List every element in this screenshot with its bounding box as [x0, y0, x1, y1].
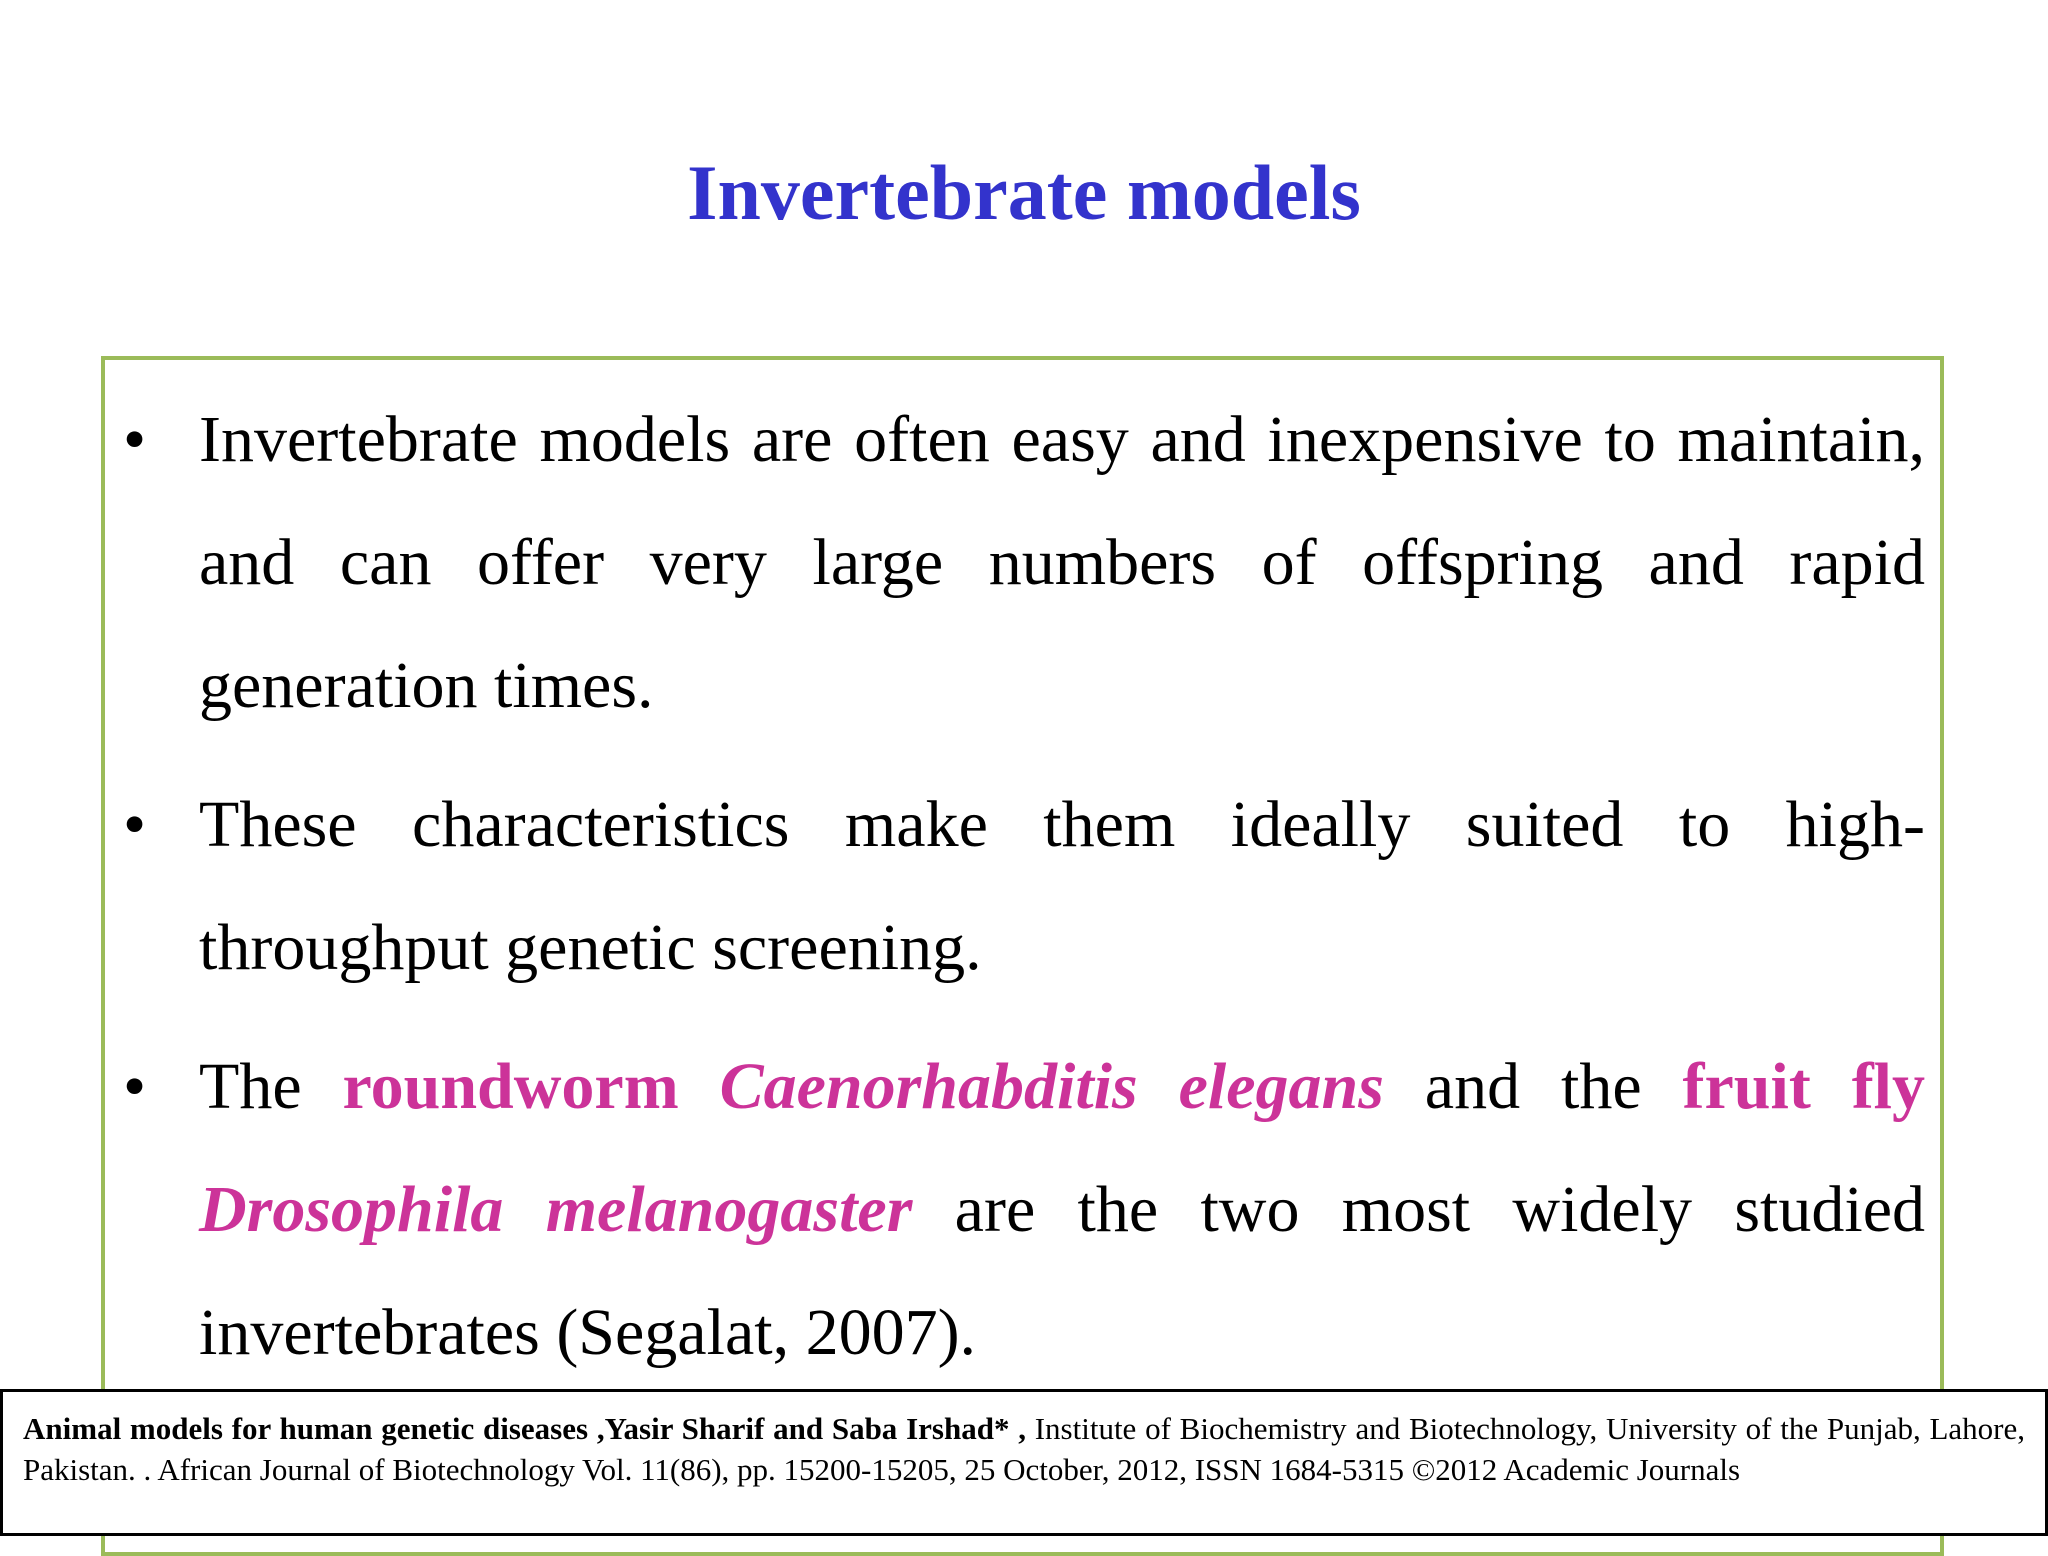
- text-segment: and the: [1383, 1050, 1683, 1123]
- citation-text: Institute of Biochemistry and Biotechnology, University of the Punjab, Lahore, Pakistan. . African Journal of Biotechnology Vol. 11(86), pp. 15200-15205, 25 October, 2012, ISSN 1684-5315 ©2012 Academic Journals: [23, 1411, 2025, 1487]
- bullet-marker: •: [123, 403, 147, 476]
- slide-title: Invertebrate models: [687, 149, 1361, 236]
- bullet-text-2: These characteristics make them ideally suited to high-throughput genetic screening.: [199, 788, 1925, 984]
- bullet-marker: •: [123, 1050, 147, 1123]
- text-segment: The: [199, 1050, 343, 1123]
- highlight-fruit-fly: fruit fly: [1682, 1050, 1926, 1123]
- citation-box: [0, 1389, 2048, 1536]
- highlight-drosophila: Drosophila melanogaster: [199, 1173, 913, 1246]
- bullet-text-1: Invertebrate models are often easy and inexpensive to maintain, and can offer very large numbers of offspring and rapid generation times.: [199, 403, 1925, 722]
- bullet-marker: •: [123, 788, 147, 861]
- highlight-c-elegans: Caenorhabditis elegans: [719, 1050, 1384, 1123]
- bullet-text-3: [199, 1025, 1925, 1394]
- text-segment: are the two most widely studied invertebrates (Segalat, 2007).: [199, 1173, 1925, 1369]
- highlight-roundworm: roundworm: [342, 1050, 679, 1123]
- text-segment: [679, 1050, 720, 1123]
- citation-bold: Animal models for human genetic diseases ,Yasir Sharif and Saba Irshad* ,: [23, 1411, 1026, 1446]
